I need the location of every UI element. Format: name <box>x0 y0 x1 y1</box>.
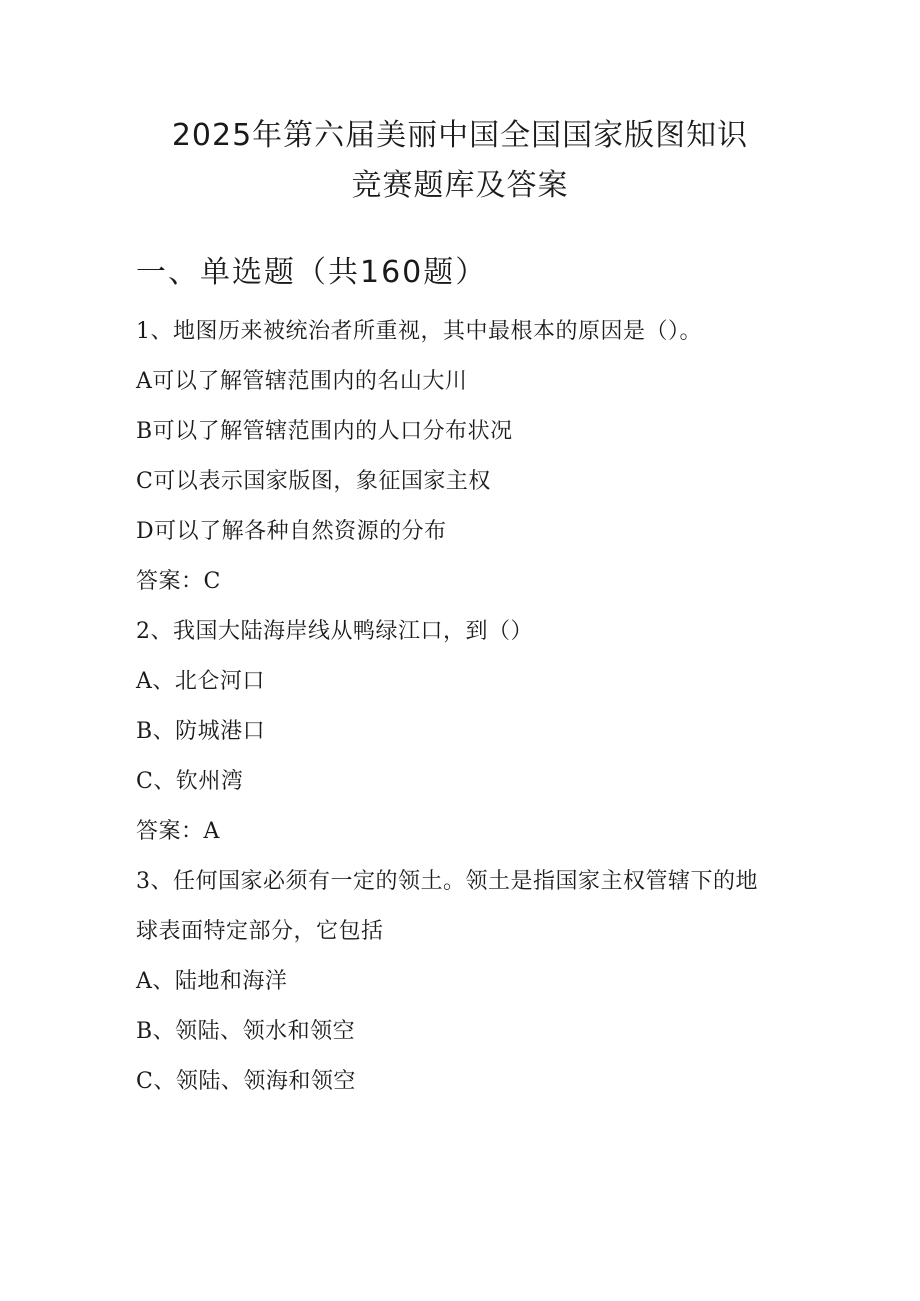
section-heading: 一、单选题（共160题） <box>136 255 488 290</box>
question-1-answer: 答案：C <box>136 569 221 594</box>
question-2-stem: 2、我国大陆海岸线从鸭绿江口，到（） <box>136 619 533 644</box>
question-2-answer: 答案：A <box>136 819 220 844</box>
question-1-option-b: B可以了解管辖范围内的人口分布状况 <box>136 419 513 444</box>
question-3-stem-line-1: 3、任何国家必须有一定的领土。领土是指国家主权管辖下的地 <box>136 869 758 894</box>
question-1-option-c: C可以表示国家版图，象征国家主权 <box>136 469 491 494</box>
question-2-option-a: A、北仑河口 <box>136 669 265 694</box>
question-1-option-a: A可以了解管辖范围内的名山大川 <box>136 369 468 394</box>
question-2-option-c: C、钦州湾 <box>136 769 244 794</box>
question-1-stem: 1、地图历来被统治者所重视，其中最根本的原因是（）。 <box>136 319 702 344</box>
question-3-stem-line-2: 球表面特定部分，它包括 <box>136 919 384 944</box>
question-3-option-c: C、领陆、领海和领空 <box>136 1069 356 1094</box>
question-3-option-b: B、领陆、领水和领空 <box>136 1019 356 1044</box>
document-title-line-2: 竞赛题库及答案 <box>351 168 569 203</box>
question-3-option-a: A、陆地和海洋 <box>136 969 288 994</box>
document-title-line-1: 2025年第六届美丽中国全国国家版图知识 <box>171 118 749 153</box>
question-2-option-b: B、防城港口 <box>136 719 266 744</box>
question-1-option-d: D可以了解各种自然资源的分布 <box>136 519 447 544</box>
